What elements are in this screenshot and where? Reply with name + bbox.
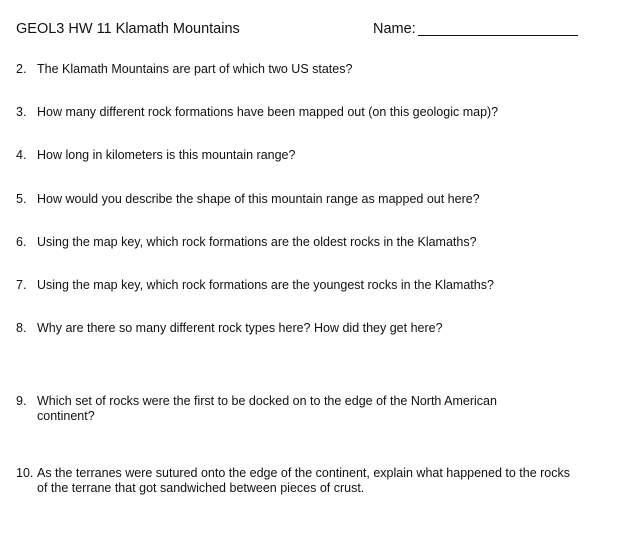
- question-text: The Klamath Mountains are part of which two US states?: [37, 62, 353, 76]
- question-7: [16, 278, 596, 293]
- worksheet-header: [16, 20, 581, 40]
- document-title: GEOL3 HW 11 Klamath Mountains: [16, 21, 240, 37]
- name-field: [373, 20, 581, 38]
- question-number: 8.: [16, 321, 27, 335]
- question-number: 6.: [16, 235, 27, 249]
- question-text: How long in kilometers is this mountain range?: [37, 148, 296, 162]
- question-9: [16, 394, 556, 424]
- question-number: 4.: [16, 148, 27, 162]
- question-text: Why are there so many different rock types here? How did they get here?: [37, 321, 443, 335]
- question-text: As the terranes were sutured onto the edge of the continent, explain what happened to the rocks of the terrane that got sandwiched between pieces of crust.: [37, 466, 570, 495]
- question-2: [16, 62, 596, 77]
- question-5: [16, 192, 596, 207]
- name-blank-line: [418, 35, 578, 36]
- question-text: How would you describe the shape of this mountain range as mapped out here?: [37, 192, 480, 206]
- question-10: [16, 466, 581, 496]
- question-number: 7.: [16, 278, 27, 292]
- question-text: Using the map key, which rock formations are the oldest rocks in the Klamaths?: [37, 235, 477, 249]
- name-label: Name:: [373, 21, 416, 37]
- question-text: How many different rock formations have been mapped out (on this geologic map)?: [37, 105, 499, 119]
- question-number: 2.: [16, 62, 27, 76]
- question-text: Using the map key, which rock formations are the youngest rocks in the Klamaths?: [37, 278, 494, 292]
- question-number: 9.: [16, 394, 27, 408]
- question-number: 5.: [16, 192, 27, 206]
- question-number: 10.: [16, 466, 34, 480]
- question-6: [16, 235, 596, 250]
- question-3: [16, 105, 596, 120]
- question-text: Which set of rocks were the first to be docked on to the edge of the North American continent?: [37, 394, 497, 423]
- question-8: [16, 321, 596, 336]
- question-4: [16, 148, 596, 163]
- question-number: 3.: [16, 105, 27, 119]
